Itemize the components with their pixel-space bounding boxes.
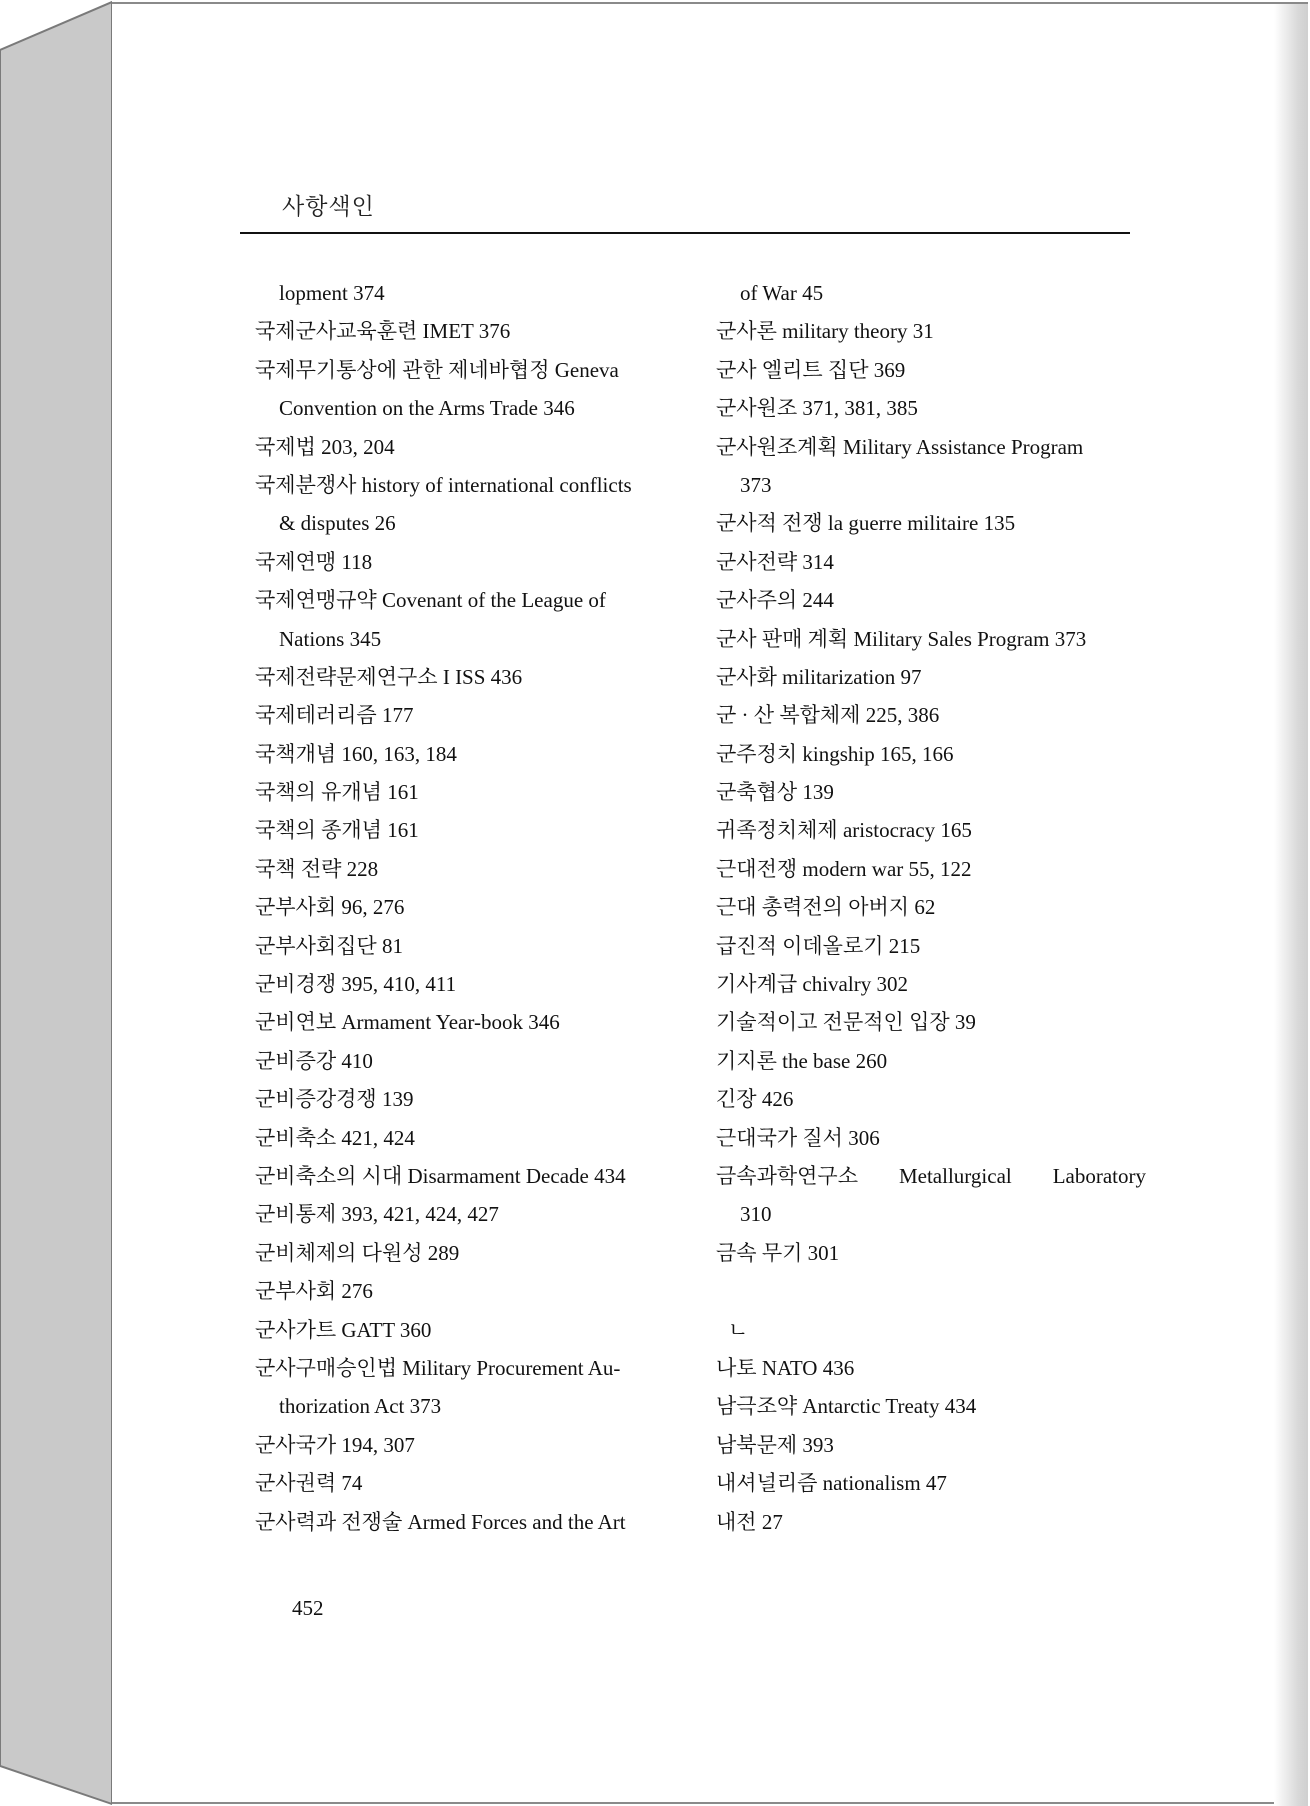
page-edge-shadow bbox=[1274, 4, 1308, 1806]
index-entry: 기지론 the base 260 bbox=[716, 1048, 888, 1073]
index-entry: of War 45 bbox=[740, 281, 824, 305]
index-entry: 기술적이고 전문적인 입장 39 bbox=[716, 1010, 976, 1035]
index-entry: 남북문제 393 bbox=[716, 1432, 834, 1457]
index-section-letter: ㄴ bbox=[728, 1317, 749, 1342]
index-entry: 군사전략 314 bbox=[716, 549, 834, 574]
index-entry: 군축협상 139 bbox=[716, 780, 834, 805]
index-entry: 내전 27 bbox=[716, 1509, 783, 1534]
index-entry: 국제법 203, 204 bbox=[255, 434, 395, 459]
index-entry: Nations 345 bbox=[279, 626, 382, 651]
index-entry: 국제테러리즘 177 bbox=[255, 703, 414, 728]
index-entry: 근대전쟁 modern war 55, 122 bbox=[716, 856, 972, 881]
index-entry: 군비체제의 다원성 289 bbox=[255, 1240, 460, 1265]
index-entry: 국제연맹규약 Covenant of the League of bbox=[255, 588, 606, 613]
index-entry: 군비축소의 시대 Disarmament Decade 434 bbox=[255, 1163, 626, 1188]
index-column-right bbox=[716, 274, 1146, 1541]
index-entry: 군사국가 194, 307 bbox=[255, 1432, 415, 1457]
index-entry: 군사구매승인법 Military Procurement Au- bbox=[255, 1355, 621, 1380]
index-entry: & disputes 26 bbox=[279, 511, 396, 536]
index-entry: 군사 엘리트 집단 369 bbox=[716, 357, 906, 382]
index-entry: 군비증강경쟁 139 bbox=[255, 1087, 414, 1112]
index-entry: 국제연맹 118 bbox=[255, 549, 373, 574]
index-entry: 나토 NATO 436 bbox=[716, 1355, 855, 1380]
index-entry: 군사주의 244 bbox=[716, 588, 834, 613]
index-entry: thorization Act 373 bbox=[279, 1394, 442, 1419]
page-number: 452 bbox=[292, 1596, 324, 1620]
index-entry: 남극조약 Antarctic Treaty 434 bbox=[716, 1394, 977, 1419]
index-entry: 국책의 종개념 161 bbox=[255, 818, 419, 843]
index-entry: 긴장 426 bbox=[716, 1087, 794, 1112]
index-entry: 군부사회집단 81 bbox=[255, 933, 403, 958]
index-entry: 국제분쟁사 history of international conflicts bbox=[255, 472, 632, 497]
index-entry: 373 bbox=[740, 472, 772, 497]
index-entry: 군비연보 Armament Year-book 346 bbox=[255, 1010, 560, 1035]
index-entry: 군주정치 kingship 165, 166 bbox=[716, 741, 954, 766]
index-entry: 국책의 유개념 161 bbox=[255, 780, 419, 805]
index-entry: 국책개념 160, 163, 184 bbox=[255, 741, 457, 766]
index-entry: 국책 전략 228 bbox=[255, 856, 379, 881]
index-entry: 군비축소 421, 424 bbox=[255, 1125, 415, 1150]
index-entry: 귀족정치체제 aristocracy 165 bbox=[716, 818, 972, 843]
header-rule bbox=[240, 232, 1130, 234]
index-entry: 군사가트 GATT 360 bbox=[255, 1317, 432, 1342]
index-entry: 군부사회 96, 276 bbox=[255, 895, 405, 920]
index-entry bbox=[716, 1272, 1146, 1310]
index-entry: 군부사회 276 bbox=[255, 1279, 373, 1304]
book-spine-illustration bbox=[0, 0, 112, 1806]
index-entry: 군사 판매 계획 Military Sales Program 373 bbox=[716, 626, 1087, 651]
index-entry: 군사력과 전쟁술 Armed Forces and the Art bbox=[255, 1509, 626, 1534]
index-entry: lopment 374 bbox=[279, 281, 385, 305]
index-entry: 금속 무기 301 bbox=[716, 1240, 840, 1265]
index-entry: 근대 총력전의 아버지 62 bbox=[716, 895, 936, 920]
index-entry: 310 bbox=[740, 1202, 772, 1227]
index-entry: 군사화 militarization 97 bbox=[716, 664, 922, 689]
index-entry: 군 · 산 복합체제 225, 386 bbox=[716, 703, 940, 728]
index-entry: 군비증강 410 bbox=[255, 1048, 373, 1073]
index-entry: 국제무기통상에 관한 제네바협정 Geneva bbox=[255, 357, 619, 382]
index-entry: 군비통제 393, 421, 424, 427 bbox=[255, 1202, 499, 1227]
index-entry: 기사계급 chivalry 302 bbox=[716, 972, 908, 997]
index-entry: 급진적 이데올로기 215 bbox=[716, 933, 921, 958]
index-entry: 군사권력 74 bbox=[255, 1471, 363, 1496]
index-entry: 금속과학연구소 Metallurgical Laboratory bbox=[716, 1163, 1146, 1188]
index-entry: 군사원조계획 Military Assistance Program bbox=[716, 434, 1084, 459]
index-entry: 내셔널리즘 nationalism 47 bbox=[716, 1471, 947, 1496]
index-column-left bbox=[255, 274, 685, 1541]
index-entry: Convention on the Arms Trade 346 bbox=[279, 396, 575, 421]
index-entry: 국제군사교육훈련 IMET 376 bbox=[255, 319, 511, 344]
index-entry: 군비경쟁 395, 410, 411 bbox=[255, 972, 457, 997]
index-entry: 군사적 전쟁 la guerre militaire 135 bbox=[716, 511, 1016, 536]
running-head: 사항색인 bbox=[282, 194, 375, 220]
index-entry: 군사원조 371, 381, 385 bbox=[716, 396, 918, 421]
index-entry: 국제전략문제연구소 I ISS 436 bbox=[255, 664, 523, 689]
index-entry: 근대국가 질서 306 bbox=[716, 1125, 880, 1150]
index-entry: 군사론 military theory 31 bbox=[716, 319, 934, 344]
